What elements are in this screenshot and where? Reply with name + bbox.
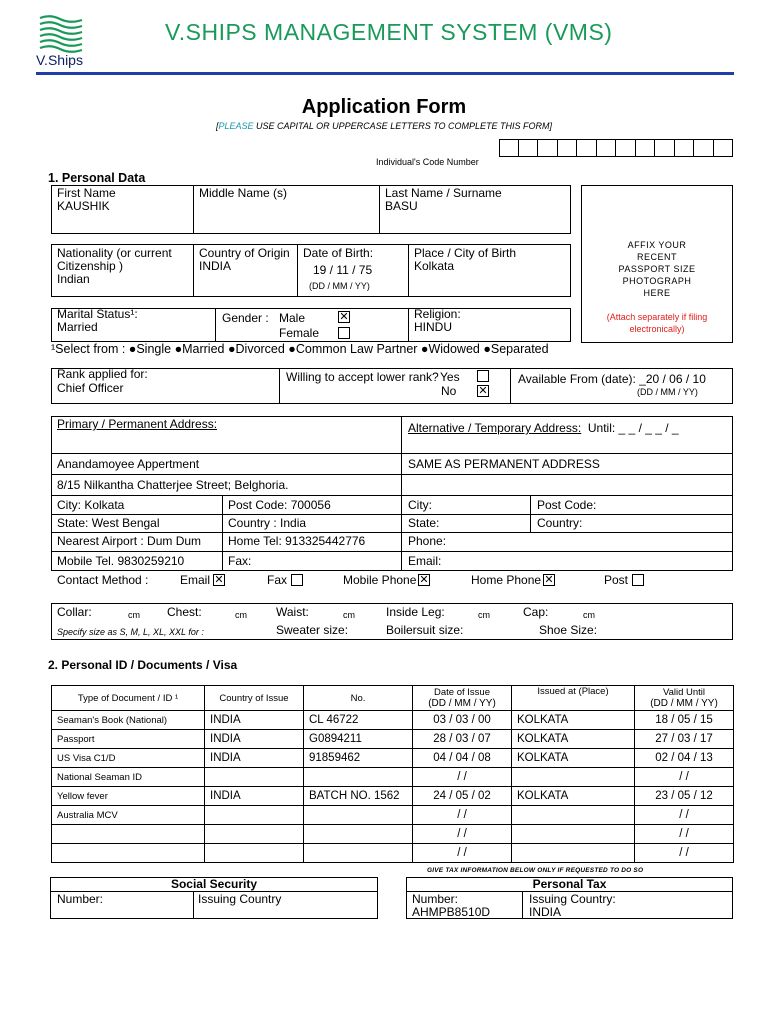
- doc-place-cell[interactable]: [512, 768, 635, 787]
- mobile-field[interactable]: Mobile Tel. 9830259210: [57, 554, 185, 568]
- doc-country-cell[interactable]: [205, 806, 304, 825]
- airport-field[interactable]: Nearest Airport : Dum Dum: [57, 534, 202, 548]
- last-name-value[interactable]: BASU: [385, 199, 418, 213]
- dob-label: Date of Birth:: [303, 246, 374, 260]
- social-security-heading: Social Security: [170, 877, 258, 891]
- doc-country-cell[interactable]: INDIA: [205, 749, 304, 768]
- table-row: [52, 787, 734, 806]
- doc-country-cell[interactable]: INDIA: [205, 711, 304, 730]
- doc-type-cell[interactable]: Seaman's Book (National): [52, 711, 205, 730]
- sweater-label: Sweater size:: [276, 623, 349, 637]
- doc-valid-cell[interactable]: / /: [635, 768, 734, 787]
- doc-place-cell[interactable]: KOLKATA: [512, 730, 635, 749]
- doc-doi-cell[interactable]: 28 / 03 / 07: [413, 730, 512, 749]
- logo-text: V.Ships: [36, 52, 83, 68]
- col-country-header: Country of Issue: [205, 686, 304, 711]
- col-no-header: No.: [304, 686, 413, 711]
- phone-field[interactable]: Phone:: [408, 534, 447, 548]
- post-code-field[interactable]: Post Code: 700056: [228, 498, 331, 512]
- contact-post-checkbox[interactable]: [632, 574, 644, 586]
- contact-email-label: Email: [180, 573, 211, 587]
- form-instruction: [PLEASE USE CAPITAL OR UPPERCASE LETTERS TO COMPLETE THIS FORM]: [215, 121, 553, 131]
- doc-valid-cell[interactable]: 18 / 05 / 15: [635, 711, 734, 730]
- photo-note-2: electronically): [629, 324, 685, 334]
- doc-country-cell[interactable]: INDIA: [205, 730, 304, 749]
- ss-number-label[interactable]: Number:: [57, 892, 104, 906]
- pt-country-label: Issuing Country:: [529, 892, 616, 906]
- nationality-label-2: Citizenship ): [57, 259, 124, 273]
- doc-no-cell[interactable]: BATCH NO. 1562: [304, 787, 413, 806]
- fax-field[interactable]: Fax:: [228, 554, 252, 568]
- col-issued-header: Issued at (Place): [512, 686, 635, 711]
- alt-country-field[interactable]: Country:: [537, 516, 583, 530]
- country-origin-value[interactable]: INDIA: [199, 259, 232, 273]
- doc-type-cell[interactable]: National Seaman ID: [52, 768, 205, 787]
- marital-select-note: ¹Select from : ●Single ●Married ●Divorced ●Common Law Partner ●Widowed ●Separated: [51, 342, 549, 356]
- personal-tax-heading: Personal Tax: [532, 877, 607, 891]
- chest-unit: cm: [235, 610, 247, 620]
- alt-state-field[interactable]: State:: [408, 516, 440, 530]
- doc-place-cell[interactable]: KOLKATA: [512, 787, 635, 806]
- doc-country-cell[interactable]: [205, 844, 304, 863]
- contact-mobile-label: Mobile Phone: [343, 573, 417, 587]
- city-field[interactable]: City: Kolkata: [57, 498, 125, 512]
- table-row: [52, 730, 734, 749]
- doc-doi-cell[interactable]: / /: [413, 768, 512, 787]
- doc-place-cell[interactable]: [512, 806, 635, 825]
- doc-place-cell[interactable]: [512, 844, 635, 863]
- doc-country-cell[interactable]: [205, 768, 304, 787]
- header-rule: [36, 72, 734, 75]
- alt-city-field[interactable]: City:: [408, 498, 432, 512]
- doc-doi-cell[interactable]: / /: [413, 825, 512, 844]
- middle-name-label: Middle Name (s): [199, 186, 288, 200]
- rank-value[interactable]: Chief Officer: [57, 381, 124, 395]
- doc-no-cell[interactable]: [304, 825, 413, 844]
- photo-line-1: AFFIX YOUR: [627, 240, 687, 250]
- lower-rank-label: Willing to accept lower rank?: [286, 370, 439, 384]
- contact-home-checkbox[interactable]: ✕: [544, 574, 554, 586]
- tax-note: GIVE TAX INFORMATION BELOW ONLY IF REQUESTED TO DO SO: [427, 867, 644, 874]
- email-field[interactable]: Email:: [408, 554, 442, 568]
- pt-number-value[interactable]: AHMPB8510D: [412, 905, 491, 919]
- alt-post-code-field[interactable]: Post Code:: [537, 498, 597, 512]
- lower-rank-yes-label: Yes: [440, 370, 460, 384]
- cap-label: Cap:: [523, 605, 549, 619]
- photo-note-1: (Attach separately if filing: [606, 312, 708, 322]
- doc-type-cell[interactable]: [52, 844, 205, 863]
- doc-country-cell[interactable]: INDIA: [205, 787, 304, 806]
- documents-header-row: [52, 686, 734, 711]
- doc-type-cell[interactable]: Yellow fever: [52, 787, 205, 806]
- ss-country-label[interactable]: Issuing Country: [198, 892, 282, 906]
- documents-table: [51, 685, 734, 863]
- gender-male-label: Male: [279, 311, 306, 325]
- doc-no-cell[interactable]: CL 46722: [304, 711, 413, 730]
- pob-label: Place / City of Birth: [414, 246, 517, 260]
- first-name-value[interactable]: KAUSHIK: [57, 199, 110, 213]
- doc-doi-cell[interactable]: 24 / 05 / 02: [413, 787, 512, 806]
- waist-label: Waist:: [276, 605, 309, 619]
- section-documents-heading: 2. Personal ID / Documents / Visa: [48, 658, 238, 672]
- gender-female-label: Female: [279, 326, 320, 340]
- doc-doi-cell[interactable]: / /: [413, 844, 512, 863]
- contact-fax-label: Fax: [267, 573, 288, 587]
- inside-leg-label: Inside Leg:: [386, 605, 445, 619]
- table-row: [52, 825, 734, 844]
- pt-country-value[interactable]: INDIA: [529, 905, 562, 919]
- dob-format: (DD / MM / YY): [309, 281, 370, 291]
- gender-female-checkbox[interactable]: [338, 327, 350, 339]
- table-row: [52, 844, 734, 863]
- lower-rank-no-label: No: [441, 384, 457, 398]
- doc-type-cell[interactable]: US Visa C1/D: [52, 749, 205, 768]
- shoe-label: Shoe Size:: [539, 623, 598, 637]
- photo-line-4: PHOTOGRAPH: [622, 276, 692, 286]
- alt-address-label: Alternative / Temporary Address: Until: _ _ / _ _ / _: [408, 421, 679, 435]
- address-line-1[interactable]: Anandamoyee Appertment: [57, 457, 200, 471]
- doc-valid-cell[interactable]: / /: [635, 844, 734, 863]
- nationality-label-1: Nationality (or current: [57, 246, 172, 260]
- pt-number-label: Number:: [412, 892, 459, 906]
- collar-unit: cm: [128, 610, 140, 620]
- col-type-header: Type of Document / ID ¹: [52, 686, 205, 711]
- code-number-label: Individual's Code Number: [376, 157, 479, 167]
- marital-label: Marital Status¹:: [57, 307, 138, 321]
- section-personal-heading: 1. Personal Data: [48, 171, 146, 185]
- doc-no-cell[interactable]: 91859462: [304, 749, 413, 768]
- state-field[interactable]: State: West Bengal: [57, 516, 160, 530]
- contact-home-label: Home Phone: [471, 573, 542, 587]
- inside-leg-unit: cm: [478, 610, 490, 620]
- table-row: [52, 806, 734, 825]
- doc-doi-cell[interactable]: 03 / 03 / 00: [413, 711, 512, 730]
- doc-place-cell[interactable]: KOLKATA: [512, 749, 635, 768]
- doc-place-cell[interactable]: [512, 825, 635, 844]
- table-row: [52, 711, 734, 730]
- last-name-label: Last Name / Surname: [385, 186, 502, 200]
- vships-logo: [36, 14, 116, 68]
- primary-address-label: Primary / Permanent Address:: [57, 417, 218, 431]
- doc-valid-cell[interactable]: 23 / 05 / 12: [635, 787, 734, 806]
- collar-label: Collar:: [57, 605, 92, 619]
- alt-address-line-1[interactable]: SAME AS PERMANENT ADDRESS: [408, 457, 600, 471]
- lower-rank-yes-checkbox[interactable]: [477, 370, 489, 382]
- col-doi-header: Date of Issue (DD / MM / YY): [413, 686, 512, 711]
- doc-no-cell[interactable]: G0894211: [304, 730, 413, 749]
- contact-email-checkbox[interactable]: ✕: [214, 574, 224, 586]
- photo-line-2: RECENT: [636, 252, 677, 262]
- nationality-value[interactable]: Indian: [57, 272, 90, 286]
- doc-type-cell[interactable]: Passport: [52, 730, 205, 749]
- country-field[interactable]: Country : India: [228, 516, 307, 530]
- available-from[interactable]: Available From (date): _20 / 06 / 10: [518, 372, 706, 386]
- home-tel-field[interactable]: Home Tel: 913325442776: [228, 534, 366, 548]
- lower-rank-no-checkbox[interactable]: ✕: [478, 385, 488, 397]
- contact-fax-checkbox[interactable]: [291, 574, 303, 586]
- gender-male-checkbox[interactable]: ✕: [339, 311, 349, 323]
- system-title: V.SHIPS MANAGEMENT SYSTEM (VMS): [165, 19, 613, 45]
- doc-valid-cell[interactable]: / /: [635, 806, 734, 825]
- first-name-label: First Name: [57, 186, 116, 200]
- doc-type-cell[interactable]: Australia MCV: [52, 806, 205, 825]
- country-origin-label: Country of Origin: [199, 246, 290, 260]
- specify-size-note: Specify size as S, M, L, XL, XXL for :: [57, 627, 204, 637]
- contact-mobile-checkbox[interactable]: ✕: [419, 574, 429, 586]
- form-title: Application Form: [301, 96, 467, 118]
- rank-label: Rank applied for:: [57, 367, 148, 381]
- dob-value[interactable]: 19 / 11 / 75: [313, 263, 373, 277]
- religion-label: Religion:: [414, 307, 461, 321]
- table-row: [52, 768, 734, 787]
- gender-label: Gender :: [222, 311, 269, 325]
- doc-no-cell[interactable]: [304, 768, 413, 787]
- contact-method-label: Contact Method :: [57, 573, 149, 587]
- col-valid-header: Valid Until (DD / MM / YY): [635, 686, 734, 711]
- table-row: [52, 749, 734, 768]
- doc-no-cell[interactable]: [304, 844, 413, 863]
- doc-type-cell[interactable]: [52, 825, 205, 844]
- waist-unit: cm: [343, 610, 355, 620]
- wave-flag-icon: [38, 14, 84, 54]
- doc-valid-cell[interactable]: 02 / 04 / 13: [635, 749, 734, 768]
- doc-no-cell[interactable]: [304, 806, 413, 825]
- doc-valid-cell[interactable]: / /: [635, 825, 734, 844]
- cap-unit: cm: [583, 610, 595, 620]
- contact-post-label: Post: [604, 573, 629, 587]
- doc-country-cell[interactable]: [205, 825, 304, 844]
- photo-line-5: HERE: [643, 288, 671, 298]
- doc-doi-cell[interactable]: 04 / 04 / 08: [413, 749, 512, 768]
- marital-value[interactable]: Married: [57, 320, 98, 334]
- doc-valid-cell[interactable]: 27 / 03 / 17: [635, 730, 734, 749]
- address-line-2[interactable]: 8/15 Nilkantha Chatterjee Street; Belghoria.: [57, 478, 289, 492]
- photo-line-3: PASSPORT SIZE: [618, 264, 696, 274]
- pob-value[interactable]: Kolkata: [414, 259, 455, 273]
- boilersuit-label: Boilersuit size:: [386, 623, 464, 637]
- available-format: (DD / MM / YY): [637, 387, 698, 397]
- religion-value[interactable]: HINDU: [414, 320, 452, 334]
- doc-place-cell[interactable]: KOLKATA: [512, 711, 635, 730]
- doc-doi-cell[interactable]: / /: [413, 806, 512, 825]
- chest-label: Chest:: [167, 605, 202, 619]
- code-number-boxes[interactable]: [499, 139, 733, 157]
